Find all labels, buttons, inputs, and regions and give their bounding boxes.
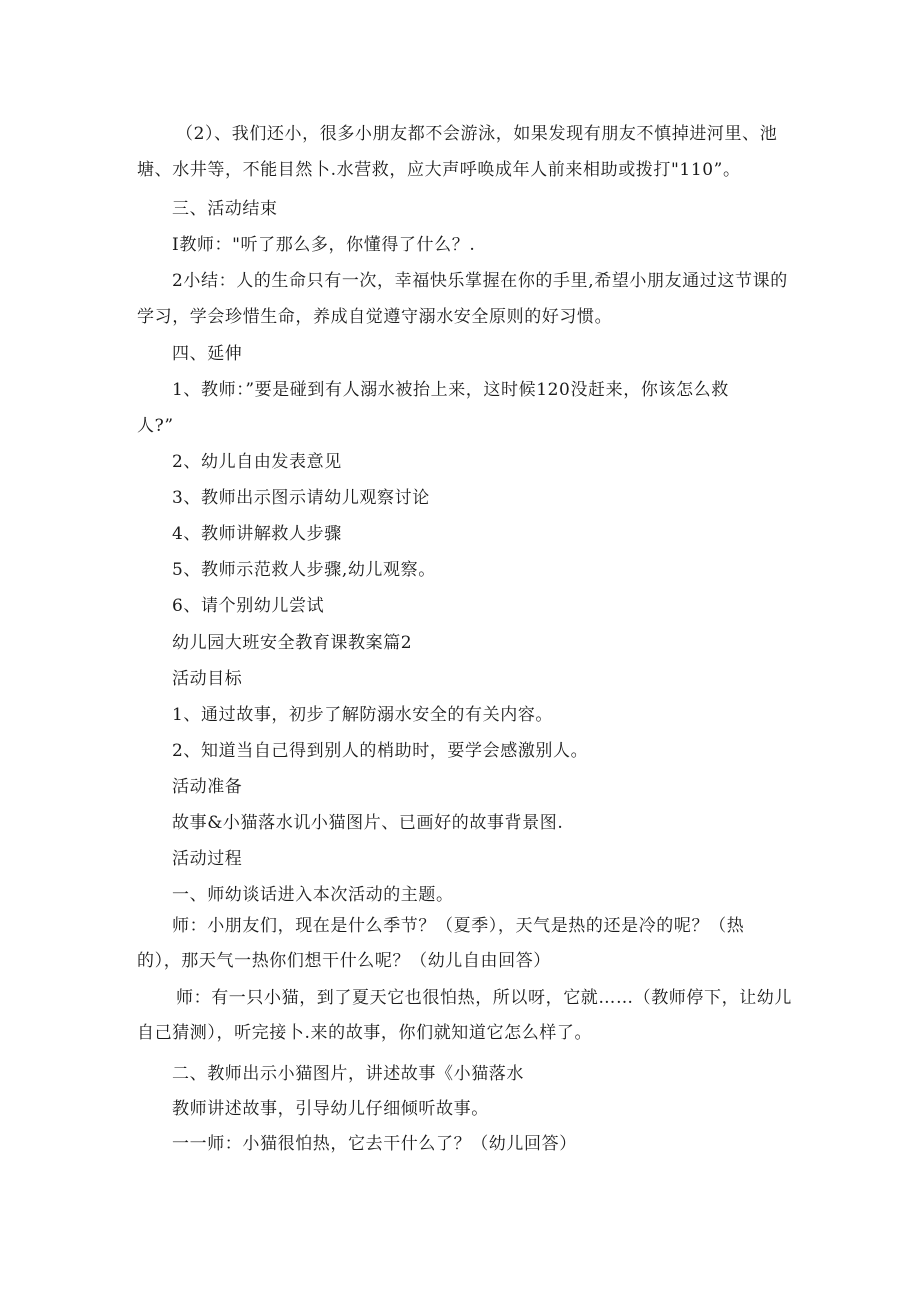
list-item: 6、请个别幼儿尝试 — [172, 596, 325, 616]
section-heading: 二、教师出示小猫图片，讲述故事《小猫落水 — [172, 1064, 524, 1084]
text-line: I教师："听了那么多，你懂得了什么？. — [172, 235, 476, 255]
section-heading: 三、活动结束 — [172, 199, 278, 219]
text-line: 人?” — [137, 416, 174, 436]
list-item: 2、知道当自己得到别人的梢助时，要学会感激别人。 — [172, 741, 589, 761]
text-line: 一、师幼谈话进入本次活动的主题。 — [172, 885, 454, 905]
text-line: （2）、我们还小，很多小朋友都不会游泳，如果发现有朋友不慎掉进河里、池 — [176, 124, 778, 144]
text-line: 教师讲述故事，引导幼儿仔细倾听故事。 — [172, 1099, 489, 1119]
lesson-title: 幼儿园大班安全教育课教案篇2 — [172, 633, 413, 653]
list-item: 2、幼儿自由发表意见 — [172, 452, 342, 472]
section-heading: 活动目标 — [172, 669, 243, 689]
list-item: 3、教师出示图示请幼儿观察讨论 — [172, 488, 430, 508]
section-heading: 四、延伸 — [172, 344, 243, 364]
section-heading: 活动过程 — [172, 849, 243, 869]
list-item: 4、教师讲解救人步骤 — [172, 524, 342, 544]
text-line: 一一师：小猫很怕热，它去干什么了？（幼儿回答） — [172, 1134, 577, 1154]
list-item: 5、教师示范救人步骤,幼儿观察。 — [172, 560, 436, 580]
text-line: 的），那天气一热你们想干什么呢？（幼儿自由回答） — [137, 951, 551, 971]
section-heading: 活动准备 — [172, 777, 243, 797]
text-line: 师：有一只小猫，到了夏天它也很怕热，所以呀，它就……（教师停下，让幼儿 — [176, 988, 792, 1008]
text-line: 学习，学会珍惜生命，养成自觉遵守溺水安全原则的好习惯。 — [137, 307, 613, 327]
text-line: 塘、水井等，不能目然卜.水营救，应大声呼唤成年人前来相助或拨打"110”。 — [137, 160, 741, 180]
text-line: 故事&小猫落水讥小猫图片、已画好的故事背景图. — [172, 813, 564, 833]
text-line: 2小结：人的生命只有一次，幸福快乐掌握在你的手里,希望小朋友通过这节课的 — [172, 271, 788, 291]
list-item: 1、通过故事，初步了解防溺水安全的有关内容。 — [172, 705, 554, 725]
text-line: 师：小朋友们，现在是什么季节？（夏季），天气是热的还是冷的呢？（热 — [172, 916, 745, 936]
text-line: 1、教师：”要是碰到有人溺水被抬上来，这时候120没赶来，你该怎么救 — [172, 380, 729, 400]
text-line: 自己猜测），听完接卜.来的故事，你们就知道它怎么样了。 — [137, 1023, 593, 1043]
